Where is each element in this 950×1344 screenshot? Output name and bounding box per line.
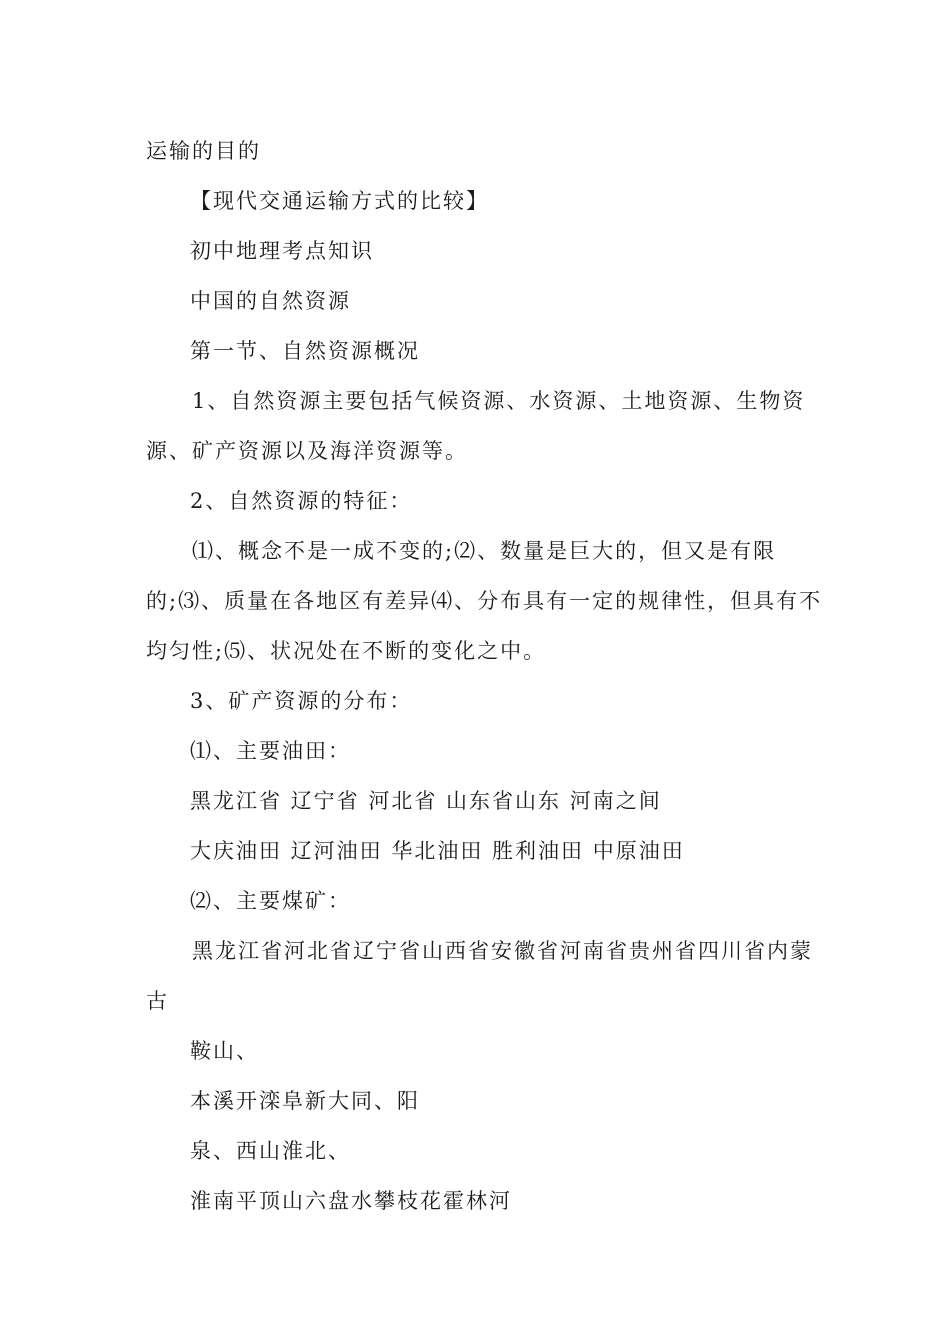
oilfield-names-line: 大庆油田 辽河油田 华北油田 胜利油田 中原油田 xyxy=(190,839,685,863)
coal-mines-line: 泉、西山淮北、 xyxy=(190,1139,351,1163)
oilfield-provinces-line: 黑龙江省 辽宁省 河北省 山东省山东 河南之间 xyxy=(190,789,662,813)
section-title-overview: 第一节、自然资源概况 xyxy=(190,339,420,363)
paragraph-line: ⑵、主要煤矿： xyxy=(190,889,351,913)
paragraph-line: 3、矿产资源的分布： xyxy=(190,689,413,713)
coal-provinces-line: 黑龙江省河北省辽宁省山西省安徽省河南省贵州省四川省内蒙 xyxy=(192,939,813,963)
section-heading-transport-comparison: 【现代交通运输方式的比较】 xyxy=(190,189,489,213)
paragraph-line: 均匀性;⑸、状况处在不断的变化之中。 xyxy=(146,639,547,663)
paragraph-line: ⑴、概念不是一成不变的;⑵、数量是巨大的，但又是有限 xyxy=(192,539,777,563)
coal-mines-line: 本溪开滦阜新大同、阳 xyxy=(190,1089,420,1113)
chapter-title-natural-resources: 中国的自然资源 xyxy=(190,289,351,313)
paragraph-line: 2、自然资源的特征： xyxy=(190,489,413,513)
heading-geography-knowledge: 初中地理考点知识 xyxy=(190,239,374,263)
text-line-transport-purpose: 运输的目的 xyxy=(146,139,261,163)
paragraph-line: 1、自然资源主要包括气候资源、水资源、土地资源、生物资 xyxy=(192,389,806,413)
coal-provinces-line-continued: 古 xyxy=(146,989,169,1013)
coal-mines-line: 鞍山、 xyxy=(190,1039,259,1063)
paragraph-line: ⑴、主要油田： xyxy=(190,739,351,763)
coal-mines-line: 淮南平顶山六盘水攀枝花霍林河 xyxy=(190,1189,512,1213)
paragraph-line: 源、矿产资源以及海洋资源等。 xyxy=(146,439,468,463)
paragraph-line: 的;⑶、质量在各地区有差异⑷、分布具有一定的规律性，但具有不 xyxy=(146,589,823,613)
